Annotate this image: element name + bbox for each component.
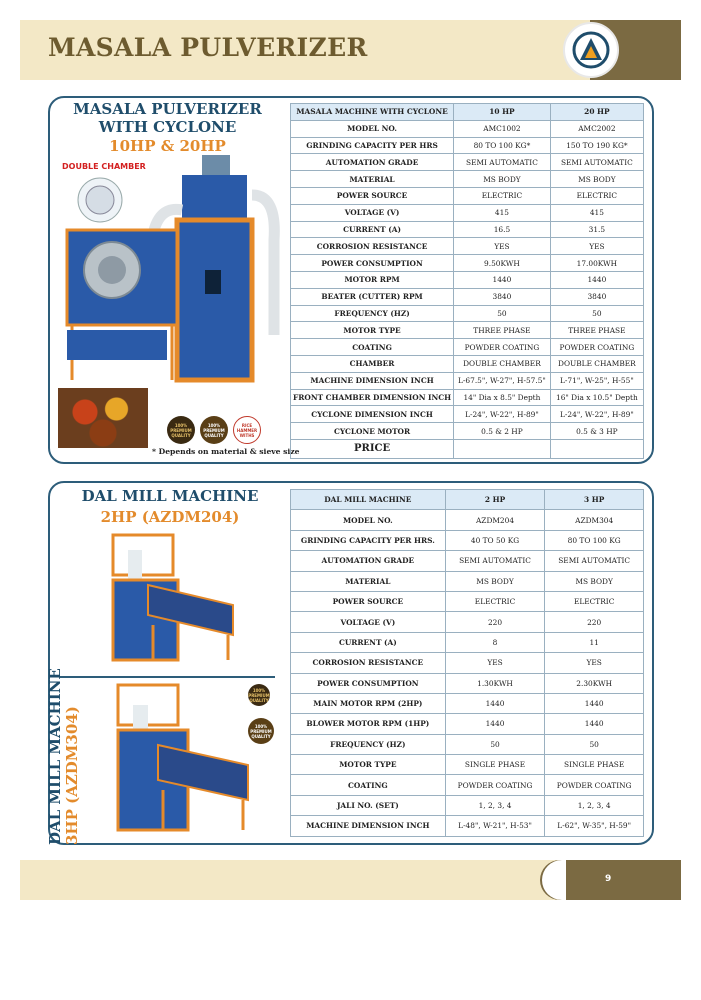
page-number: 9 xyxy=(605,874,612,884)
cell-value: 220 xyxy=(545,612,644,632)
table-row xyxy=(291,795,644,815)
table-row xyxy=(291,551,644,571)
row-label: AUTOMATION GRADE xyxy=(291,154,454,171)
table-row xyxy=(291,734,644,754)
table-row xyxy=(291,255,644,272)
footnote: * Depends on material & sieve size xyxy=(152,447,300,456)
cell-value: 14" Dia x 8.5" Depth xyxy=(454,389,551,406)
cell-value: POWDER COATING xyxy=(445,775,545,795)
masala-title xyxy=(60,100,275,136)
table-header-row xyxy=(291,490,644,510)
table-row xyxy=(291,530,644,550)
row-label: POWER CONSUMPTION xyxy=(291,255,454,272)
cell-value: 8 xyxy=(445,632,545,652)
dal-mill-3hp-vertical-title xyxy=(47,668,81,845)
cell-value: MS BODY xyxy=(454,171,551,188)
row-label: POWER SOURCE xyxy=(291,187,454,204)
cell-value: 1440 xyxy=(445,714,545,734)
row-label: FREQUENCY (HZ) xyxy=(291,305,454,322)
row-label: CURRENT (A) xyxy=(291,221,454,238)
row-label: VOLTAGE (V) xyxy=(291,612,446,632)
table-row xyxy=(291,755,644,775)
cell-value: 20 HP xyxy=(550,104,643,121)
cell-value: 11 xyxy=(545,632,644,652)
cell-value: 415 xyxy=(454,204,551,221)
row-label: CORROSION RESISTANCE xyxy=(291,238,454,255)
row-label: MOTOR RPM xyxy=(291,271,454,288)
quality-badge-2 xyxy=(200,416,228,444)
cell-value: SINGLE PHASE xyxy=(545,755,644,775)
table-row xyxy=(291,372,644,389)
cell-value: MS BODY xyxy=(545,571,644,591)
divider xyxy=(60,676,275,678)
cell-value: 1440 xyxy=(454,271,551,288)
cell-value: L-67.5", W-27", H-57.5" xyxy=(454,372,551,389)
row-label: COATING xyxy=(291,339,454,356)
cell-value: MS BODY xyxy=(445,571,545,591)
masala-spec-table xyxy=(290,103,644,459)
table-row xyxy=(291,653,644,673)
row-label: CORROSION RESISTANCE xyxy=(291,653,446,673)
cell-value: 1440 xyxy=(545,714,644,734)
row-label: VOLTAGE (V) xyxy=(291,204,454,221)
row-label: POWER SOURCE xyxy=(291,591,446,611)
price-value xyxy=(454,439,551,458)
row-label: MAIN MOTOR RPM (2HP) xyxy=(291,693,446,713)
cell-value: 1.30KWH xyxy=(445,673,545,693)
table-row xyxy=(291,816,644,836)
price-row xyxy=(291,439,644,458)
cell-value: ELECTRIC xyxy=(454,187,551,204)
table-row xyxy=(291,510,644,530)
cell-value: 31.5 xyxy=(550,221,643,238)
cell-value: L-24", W-22", H-89" xyxy=(550,406,643,423)
dal-quality-badge-2 xyxy=(248,718,274,744)
row-label: GRINDING CAPACITY PER HRS xyxy=(291,137,454,154)
table-row xyxy=(291,238,644,255)
table-row xyxy=(291,154,644,171)
table-row xyxy=(291,714,644,734)
cell-value: DOUBLE CHAMBER xyxy=(550,355,643,372)
row-label: MATERIAL xyxy=(291,571,446,591)
dal-mill-2hp-image xyxy=(108,530,238,665)
cell-value: 10 HP xyxy=(454,104,551,121)
masala-title-line1: MASALA PULVERIZER xyxy=(73,100,262,118)
cell-value: SEMI AUTOMATIC xyxy=(545,551,644,571)
row-label: FREQUENCY (HZ) xyxy=(291,734,446,754)
cell-value: THREE PHASE xyxy=(550,322,643,339)
cell-value: DOUBLE CHAMBER xyxy=(454,355,551,372)
cell-value: L-71", W-25", H-55" xyxy=(550,372,643,389)
row-label: DAL MILL MACHINE xyxy=(291,490,446,510)
cell-value: 1, 2, 3, 4 xyxy=(545,795,644,815)
cell-value: 16" Dia x 10.5" Depth xyxy=(550,389,643,406)
table-row xyxy=(291,288,644,305)
dal-mill-subtitle: 2HP (AZDM204) xyxy=(100,508,240,526)
page-title: MASALA PULVERIZER xyxy=(48,33,368,62)
cell-value: AZDM204 xyxy=(445,510,545,530)
row-label: BLOWER MOTOR RPM (1HP) xyxy=(291,714,446,734)
cell-value: YES xyxy=(550,238,643,255)
cell-value: THREE PHASE xyxy=(454,322,551,339)
row-label: POWER CONSUMPTION xyxy=(291,673,446,693)
table-row xyxy=(291,171,644,188)
cell-value: MS BODY xyxy=(550,171,643,188)
cell-value: ELECTRIC xyxy=(550,187,643,204)
table-row xyxy=(291,389,644,406)
row-label: MACHINE DIMENSION INCH xyxy=(291,372,454,389)
cell-value: YES xyxy=(454,238,551,255)
table-row xyxy=(291,612,644,632)
quality-badge-1 xyxy=(167,416,195,444)
cell-value: SEMI AUTOMATIC xyxy=(445,551,545,571)
vertical-title-line1: DAL MILL MACHINE xyxy=(46,668,64,845)
cell-value: 17.00KWH xyxy=(550,255,643,272)
cell-value: 1, 2, 3, 4 xyxy=(445,795,545,815)
cell-value: ELECTRIC xyxy=(545,591,644,611)
cell-value: 40 TO 50 KG xyxy=(445,530,545,550)
cell-value: 1440 xyxy=(550,271,643,288)
cell-value: YES xyxy=(445,653,545,673)
masala-title-line2: WITH CYCLONE xyxy=(98,118,237,136)
row-label: AUTOMATION GRADE xyxy=(291,551,446,571)
cell-value: 80 TO 100 KG* xyxy=(454,137,551,154)
table-row xyxy=(291,204,644,221)
cell-value: 1440 xyxy=(545,693,644,713)
row-label: JALI NO. (SET) xyxy=(291,795,446,815)
cell-value: 50 xyxy=(454,305,551,322)
table-row xyxy=(291,632,644,652)
cell-value: POWDER COATING xyxy=(545,775,644,795)
logo-icon xyxy=(571,30,611,70)
spices-image xyxy=(58,388,148,448)
cell-value: 150 TO 190 KG* xyxy=(550,137,643,154)
table-row xyxy=(291,221,644,238)
table-row xyxy=(291,339,644,356)
table-row xyxy=(291,355,644,372)
cell-value: 3840 xyxy=(454,288,551,305)
cell-value: SEMI AUTOMATIC xyxy=(454,154,551,171)
cell-value: 3 HP xyxy=(545,490,644,510)
cell-value: 16.5 xyxy=(454,221,551,238)
row-label: MOTOR TYPE xyxy=(291,322,454,339)
table-row xyxy=(291,120,644,137)
cell-value: AMC1002 xyxy=(454,120,551,137)
price-value xyxy=(550,439,643,458)
cell-value: SEMI AUTOMATIC xyxy=(550,154,643,171)
cell-value: POWDER COATING xyxy=(454,339,551,356)
row-label: CHAMBER xyxy=(291,355,454,372)
cell-value: 50 xyxy=(545,734,644,754)
cell-value: 0.5 & 2 HP xyxy=(454,423,551,440)
table-row xyxy=(291,406,644,423)
row-label: MATERIAL xyxy=(291,171,454,188)
cell-value: 415 xyxy=(550,204,643,221)
dal-mill-title: DAL MILL MACHINE xyxy=(81,487,259,505)
row-label: CYCLONE DIMENSION INCH xyxy=(291,406,454,423)
row-label: FRONT CHAMBER DIMENSION INCH xyxy=(291,389,454,406)
table-row xyxy=(291,423,644,440)
cell-value: 2.30KWH xyxy=(545,673,644,693)
cell-value: L-48", W-21", H-53" xyxy=(445,816,545,836)
cell-value: ELECTRIC xyxy=(445,591,545,611)
dal-quality-badge-1 xyxy=(248,684,270,706)
price-label: PRICE xyxy=(291,439,454,458)
vertical-title-line2: 3HP (AZDM304) xyxy=(63,706,81,845)
table-row xyxy=(291,322,644,339)
cell-value: POWDER COATING xyxy=(550,339,643,356)
table-row xyxy=(291,693,644,713)
table-row xyxy=(291,271,644,288)
badge-text: 100% PREMIUM QUALITY xyxy=(203,422,225,438)
cell-value: 50 xyxy=(550,305,643,322)
cell-value: L-24", W-22", H-89" xyxy=(454,406,551,423)
double-chamber-label: DOUBLE CHAMBER xyxy=(62,162,146,171)
row-label: MASALA MACHINE WITH CYCLONE xyxy=(291,104,454,121)
cell-value: 50 xyxy=(445,734,545,754)
cell-value: 3840 xyxy=(550,288,643,305)
table-row xyxy=(291,137,644,154)
table-row xyxy=(291,305,644,322)
row-label: CYCLONE MOTOR xyxy=(291,423,454,440)
badge-text: RICE HAMMER WITHS xyxy=(236,422,258,438)
row-label: MACHINE DIMENSION INCH xyxy=(291,816,446,836)
row-label: MODEL NO. xyxy=(291,510,446,530)
table-row xyxy=(291,673,644,693)
cell-value: AMC2002 xyxy=(550,120,643,137)
table-row xyxy=(291,187,644,204)
cell-value: 9.50KWH xyxy=(454,255,551,272)
row-label: MODEL NO. xyxy=(291,120,454,137)
hammer-badge xyxy=(233,416,261,444)
table-row xyxy=(291,775,644,795)
masala-subtitle: 10HP & 20HP xyxy=(109,137,226,155)
cell-value: AZDM304 xyxy=(545,510,644,530)
dal-spec-table xyxy=(290,489,644,837)
row-label: CURRENT (A) xyxy=(291,632,446,652)
company-logo xyxy=(563,22,619,78)
table-row xyxy=(291,571,644,591)
cell-value: 220 xyxy=(445,612,545,632)
masala-machine-image xyxy=(62,150,287,390)
row-label: BEATER (CUTTER) RPM xyxy=(291,288,454,305)
badge-text: 100% PREMIUM QUALITY xyxy=(250,723,272,739)
cell-value: 80 TO 100 KG xyxy=(545,530,644,550)
cell-value: 1440 xyxy=(445,693,545,713)
cell-value: SINGLE PHASE xyxy=(445,755,545,775)
cell-value: 2 HP xyxy=(445,490,545,510)
cell-value: YES xyxy=(545,653,644,673)
table-row xyxy=(291,591,644,611)
badge-text: 100% PREMIUM QUALITY xyxy=(170,422,192,438)
badge-text: 100% PREMIUM QUALITY xyxy=(248,687,270,703)
cell-value: L-62", W-35", H-59" xyxy=(545,816,644,836)
row-label: COATING xyxy=(291,775,446,795)
row-label: MOTOR TYPE xyxy=(291,755,446,775)
dal-mill-3hp-image xyxy=(108,680,258,840)
table-header-row xyxy=(291,104,644,121)
row-label: GRINDING CAPACITY PER HRS. xyxy=(291,530,446,550)
cell-value: 0.5 & 3 HP xyxy=(550,423,643,440)
